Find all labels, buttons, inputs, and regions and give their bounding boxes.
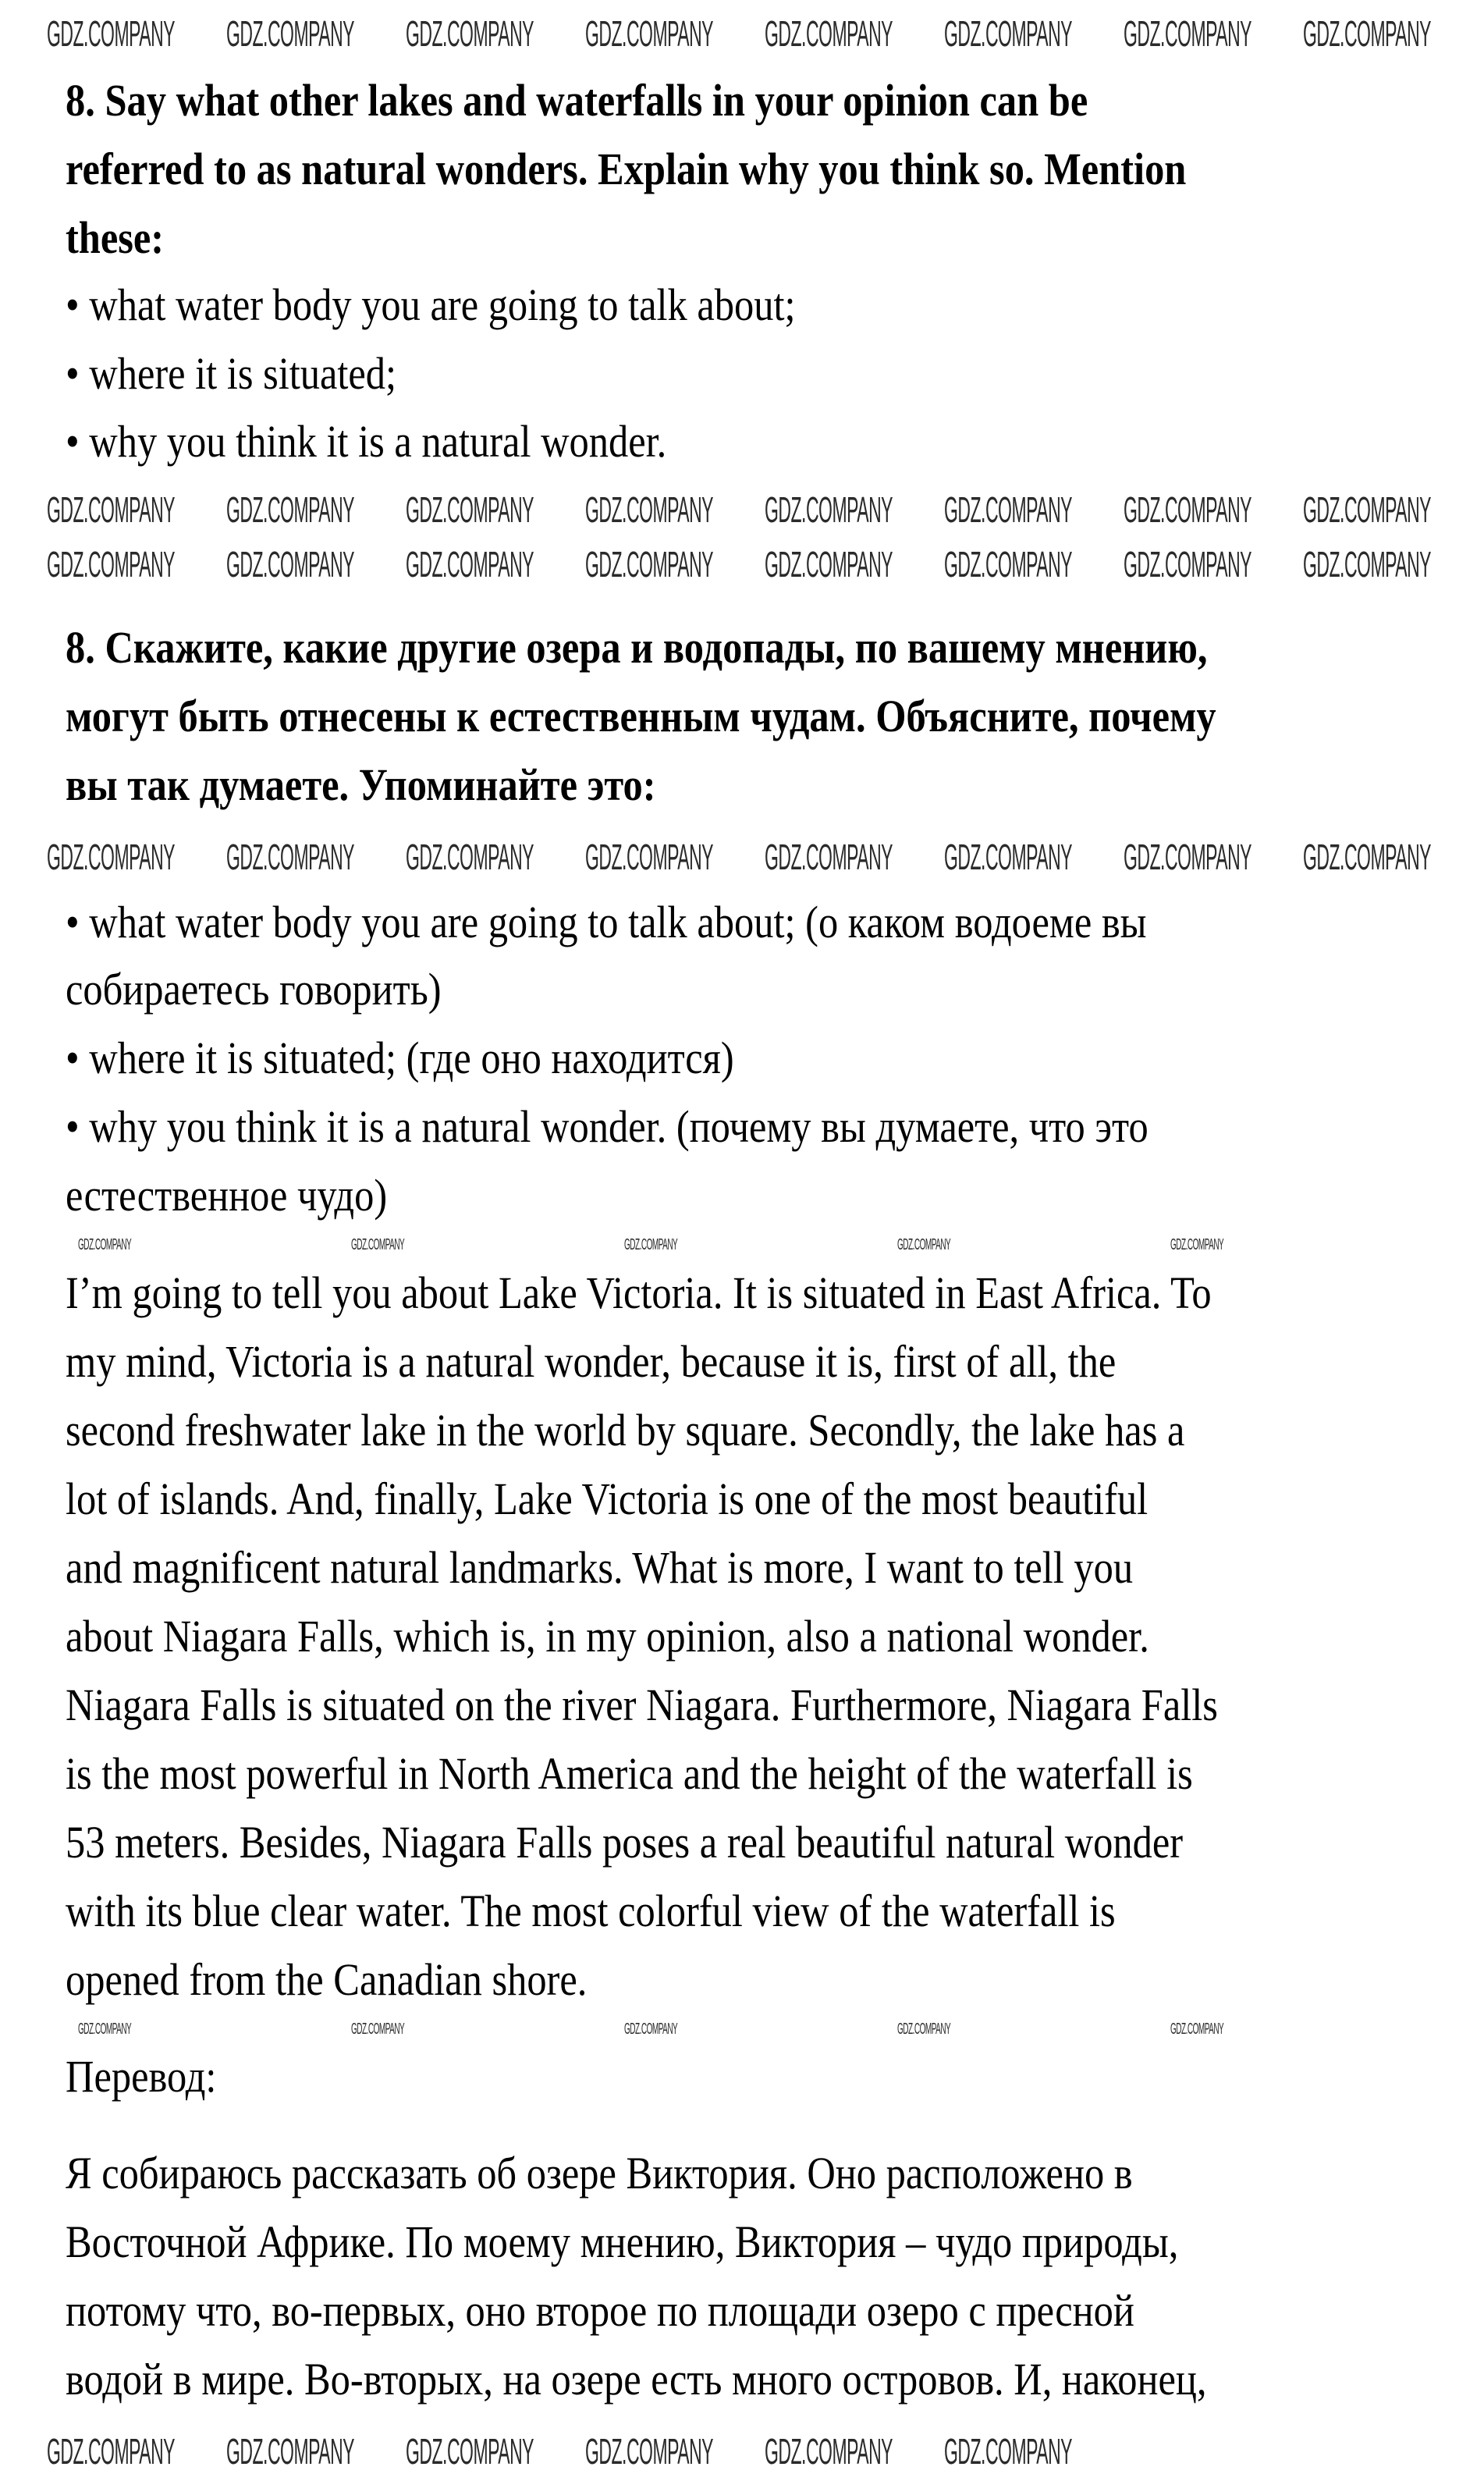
watermark: GDZ.COMPANY — [406, 544, 534, 585]
watermark: GDZ.COMPANY — [78, 1236, 132, 1253]
task-heading-line: referred to as natural wonders. Explain why you think so. Mention — [66, 144, 1187, 194]
watermark: GDZ.COMPANY — [226, 837, 355, 877]
task-heading-line: these: — [66, 212, 165, 263]
watermark: GDZ.COMPANY — [47, 544, 176, 585]
watermark: GDZ.COMPANY — [944, 2431, 1073, 2472]
bullet-item: • what water body you are going to talk about; (о каком водоеме вы — [66, 897, 1147, 947]
text-line: Я собираюсь рассказать об озере Виктория. Оно расположено в — [66, 2148, 1133, 2198]
watermark: GDZ.COMPANY — [351, 2021, 405, 2038]
watermark: GDZ.COMPANY — [1303, 544, 1432, 585]
watermark: GDZ.COMPANY — [47, 13, 176, 54]
watermark: GDZ.COMPANY — [351, 1236, 405, 1253]
text-line: lot of islands. And, finally, Lake Victoria is one of the most beautiful — [66, 1473, 1149, 1524]
bullet-item: естественное чудо) — [66, 1170, 388, 1221]
watermark: GDZ.COMPANY — [406, 2431, 534, 2472]
task-heading-line: 8. Say what other lakes and waterfalls in your opinion can be — [66, 75, 1088, 126]
watermark: GDZ.COMPANY — [765, 544, 893, 585]
watermark: GDZ.COMPANY — [226, 544, 355, 585]
watermark: GDZ.COMPANY — [944, 544, 1073, 585]
bullet-item: • why you think it is a natural wonder. — [66, 416, 667, 467]
text-line: потому что, во-первых, оно второе по площади озеро с пресной — [66, 2285, 1134, 2336]
watermark: GDZ.COMPANY — [78, 2021, 132, 2038]
watermark: GDZ.COMPANY — [47, 837, 176, 877]
text-line: second freshwater lake in the world by square. Secondly, the lake has a — [66, 1405, 1185, 1456]
text-line: I’m going to tell you about Lake Victoria. It is situated in East Africa. To — [66, 1267, 1212, 1318]
text-line: with its blue clear water. The most colorful view of the waterfall is — [66, 1886, 1116, 1936]
task-heading-line: вы так думаете. Упоминайте это: — [66, 759, 656, 810]
text-line: водой в мире. Во-вторых, на озере есть много островов. И, наконец, — [66, 2354, 1207, 2405]
watermark: GDZ.COMPANY — [406, 837, 534, 877]
watermark: GDZ.COMPANY — [1303, 13, 1432, 54]
watermark: GDZ.COMPANY — [1303, 837, 1432, 877]
watermark: GDZ.COMPANY — [624, 2021, 678, 2038]
bullet-item: • what water body you are going to talk about; — [66, 279, 796, 330]
translation-label: Перевод: — [66, 2051, 217, 2102]
text-line: my mind, Victoria is a natural wonder, because it is, first of all, the — [66, 1336, 1117, 1387]
text-line: Niagara Falls is situated on the river Niagara. Furthermore, Niagara Falls — [66, 1679, 1218, 1730]
watermark: GDZ.COMPANY — [765, 2431, 893, 2472]
watermark: GDZ.COMPANY — [765, 489, 893, 530]
watermark: GDZ.COMPANY — [226, 2431, 355, 2472]
text-line: and magnificent natural landmarks. What is more, I want to tell you — [66, 1542, 1134, 1593]
watermark: GDZ.COMPANY — [406, 13, 534, 54]
watermark: GDZ.COMPANY — [226, 489, 355, 530]
watermark: GDZ.COMPANY — [897, 1236, 951, 1253]
watermark: GDZ.COMPANY — [47, 2431, 176, 2472]
watermark: GDZ.COMPANY — [944, 489, 1073, 530]
watermark: GDZ.COMPANY — [406, 489, 534, 530]
watermark: GDZ.COMPANY — [624, 1236, 678, 1253]
watermark: GDZ.COMPANY — [1124, 837, 1252, 877]
text-line: about Niagara Falls, which is, in my opinion, also a national wonder. — [66, 1611, 1149, 1662]
watermark: GDZ.COMPANY — [585, 837, 714, 877]
watermark: GDZ.COMPANY — [1124, 489, 1252, 530]
watermark: GDZ.COMPANY — [1170, 1236, 1224, 1253]
bullet-item: собираетесь говорить) — [66, 964, 442, 1015]
watermark: GDZ.COMPANY — [47, 489, 176, 530]
text-line: is the most powerful in North America and the height of the waterfall is — [66, 1748, 1193, 1799]
watermark: GDZ.COMPANY — [585, 489, 714, 530]
text-line: 53 meters. Besides, Niagara Falls poses a real beautiful natural wonder — [66, 1817, 1184, 1868]
watermark: GDZ.COMPANY — [1124, 13, 1252, 54]
watermark: GDZ.COMPANY — [897, 2021, 951, 2038]
watermark: GDZ.COMPANY — [1303, 489, 1432, 530]
task-heading-line: могут быть отнесены к естественным чудам. Объясните, почему — [66, 691, 1216, 741]
watermark: GDZ.COMPANY — [944, 837, 1073, 877]
bullet-item: • where it is situated; — [66, 348, 397, 399]
watermark: GDZ.COMPANY — [585, 13, 714, 54]
watermark: GDZ.COMPANY — [1170, 2021, 1224, 2038]
watermark: GDZ.COMPANY — [944, 13, 1073, 54]
bullet-item: • why you think it is a natural wonder. (почему вы думаете, что это — [66, 1101, 1149, 1152]
bullet-item: • where it is situated; (где оно находится) — [66, 1033, 734, 1083]
text-line: opened from the Canadian shore. — [66, 1954, 588, 2005]
watermark: GDZ.COMPANY — [765, 837, 893, 877]
text-line: Восточной Африке. По моему мнению, Виктория – чудо природы, — [66, 2216, 1179, 2267]
watermark: GDZ.COMPANY — [226, 13, 355, 54]
watermark: GDZ.COMPANY — [585, 544, 714, 585]
watermark: GDZ.COMPANY — [1124, 544, 1252, 585]
watermark: GDZ.COMPANY — [585, 2431, 714, 2472]
task-heading-line: 8. Скажите, какие другие озера и водопады, по вашему мнению, — [66, 622, 1208, 673]
watermark: GDZ.COMPANY — [765, 13, 893, 54]
